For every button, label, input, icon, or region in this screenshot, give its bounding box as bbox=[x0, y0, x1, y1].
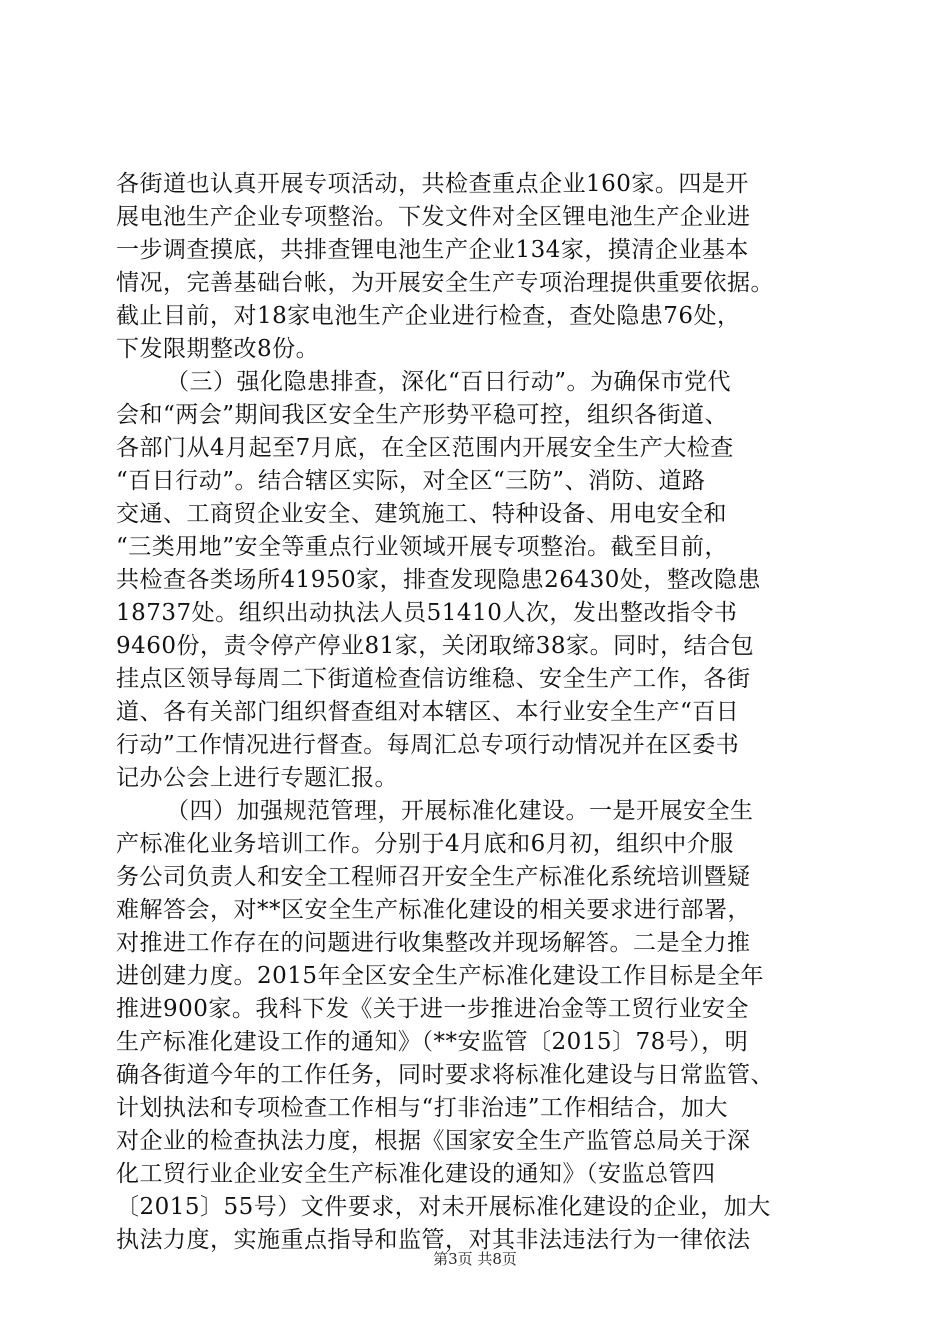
text-line: （四）加强规范管理，开展标准化建设。一是开展安全生 bbox=[166, 798, 754, 824]
text-line: （三）强化隐患排查，深化“百日行动”。为确保市党代 bbox=[166, 369, 732, 395]
text-line: 对推进工作存在的问题进行收集整改并现场解答。二是全力推 bbox=[116, 930, 751, 956]
text-line: “百日行动”。结合辖区实际，对全区“三防”、消防、道路 bbox=[116, 468, 706, 494]
text-line: 推进900家。我科下发《关于进一步推进冶金等工贸行业安全 bbox=[116, 996, 749, 1022]
text-line: 难解答会，对**区安全生产标准化建设的相关要求进行部署， bbox=[116, 897, 751, 923]
text-line: 18737处。组织出动执法人员51410人次，发出整改指令书 bbox=[116, 600, 738, 626]
text-line: 挂点区领导每周二下街道检查信访维稳、安全生产工作，各街 bbox=[116, 666, 751, 692]
text-line: 会和“两会”期间我区安全生产形势平稳可控，组织各街道、 bbox=[116, 402, 729, 428]
text-line: 一步调查摸底，共排查锂电池生产企业134家，摸清企业基本 bbox=[116, 237, 749, 263]
text-line: 产标准化业务培训工作。分别于4月底和6月初，组织中介服 bbox=[116, 831, 734, 857]
text-line: 各部门从4月起至7月底，在全区范围内开展安全生产大检查 bbox=[116, 435, 734, 461]
text-line: 务公司负责人和安全工程师召开安全生产标准化系统培训暨疑 bbox=[116, 864, 751, 890]
page-number-footer: 第3页 共8页 bbox=[433, 1250, 517, 1268]
text-line: 共检查各类场所41950家，排查发现隐患26430处，整改隐患 bbox=[116, 567, 761, 593]
text-line: “三类用地”安全等重点行业领域开展专项整治。截至目前， bbox=[116, 534, 729, 560]
text-line: 9460份，责令停产停业81家，关闭取缔38家。同时，结合包 bbox=[116, 633, 755, 659]
text-line: 化工贸行业企业安全生产标准化建设的通知》（安监总管四 bbox=[116, 1161, 716, 1187]
text-line: 确各街道今年的工作任务，同时要求将标准化建设与日常监管、 bbox=[116, 1062, 774, 1088]
text-line: 执法力度，实施重点指导和监管，对其非法违法行为一律依法 bbox=[116, 1227, 751, 1253]
text-line: 展电池生产企业专项整治。下发文件对全区锂电池生产企业进 bbox=[116, 204, 751, 230]
text-line: 进创建力度。2015年全区安全生产标准化建设工作目标是全年 bbox=[116, 963, 765, 989]
text-line: 各街道也认真开展专项活动，共检查重点企业160家。四是开 bbox=[116, 171, 749, 197]
text-line: 情况，完善基础台帐，为开展安全生产专项治理提供重要依据。 bbox=[116, 270, 774, 296]
text-line: 生产标准化建设工作的通知》（**安监管〔2015〕78号），明 bbox=[116, 1029, 749, 1055]
text-line: 下发限期整改8份。 bbox=[116, 336, 320, 362]
text-line: 记办公会上进行专题汇报。 bbox=[116, 765, 398, 791]
text-line: 〔2015〕55号）文件要求，对未开展标准化建设的企业，加大 bbox=[116, 1194, 771, 1220]
text-line: 交通、工商贸企业安全、建筑施工、特种设备、用电安全和 bbox=[116, 501, 727, 527]
text-line: 对企业的检查执法力度，根据《国家安全生产监管总局关于深 bbox=[116, 1128, 751, 1154]
text-line: 道、各有关部门组织督查组对本辖区、本行业安全生产“百日 bbox=[116, 699, 740, 725]
text-line: 截止目前，对18家电池生产企业进行检查，查处隐患76处， bbox=[116, 303, 741, 329]
text-line: 计划执法和专项检查工作相与“打非治违”工作相结合，加大 bbox=[116, 1095, 729, 1121]
text-line: 行动”工作情况进行督查。每周汇总专项行动情况并在区委书 bbox=[116, 732, 740, 758]
